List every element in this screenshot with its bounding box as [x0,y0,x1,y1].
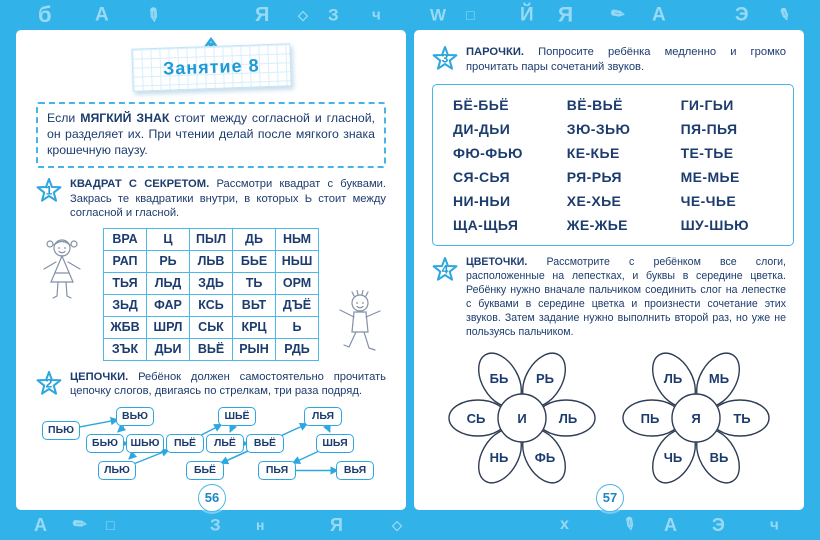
task3-number: 3 [441,51,449,66]
pair-item: БЁ-БЬЁ [453,97,509,114]
chain-syllable: ПЬЯ [258,461,296,480]
task2-number: 2 [45,376,53,391]
girl-illustration [38,236,86,308]
grid-cell: ШРЛ [147,316,190,338]
lesson-banner-wrap [36,46,386,89]
grid-cell: Ц [147,228,190,250]
decor-letter: □ [466,7,475,23]
grid-cell: КСЬ [190,294,233,316]
task1-text: КВАДРАТ С СЕКРЕТОМ. Рассмотри квадрат с буквами. Закрась те квадратики внутри, в которых Ь стоит между согласной и гласной. [70,177,387,220]
rule-text-pre: Если [47,111,76,125]
flower1-center: И [516,410,527,426]
chain-syllable: ВЬЮ [116,407,154,426]
grid-cell: ДЬ [233,228,276,250]
grid-cell: ОРМ [276,272,319,294]
decor-letter: Я [330,515,343,535]
decor-letter: ✎ [141,3,165,27]
grid-cell: БЬЕ [233,250,276,272]
pair-item: КЕ-КЬЕ [566,145,620,162]
pair-item: ФЮ-ФЬЮ [453,145,523,162]
decor-letter: ✎ [608,3,629,26]
decor-letter: А [652,4,666,26]
boy-illustration [334,290,386,366]
grid-row [104,338,319,360]
decor-letter: Э [735,4,749,26]
pair-item: НИ-НЬИ [453,193,511,210]
chain-syllable: ШЬЮ [126,434,164,453]
chain-syllable: ПЬЮ [42,421,80,440]
grid-cell: ДЬИ [147,338,190,360]
flower1-petal: РЬ [535,370,554,386]
grid-cell: ФАР [147,294,190,316]
task3-star-icon [432,45,458,72]
pair-item: РЯ-РЬЯ [566,169,622,186]
pair-item: ДИ-ДЬИ [453,121,511,138]
grid-cell: РАП [104,250,147,272]
decor-letter: ✎ [618,513,640,536]
grid-row [104,316,319,338]
flower2-petal: ЧЬ [664,449,683,465]
grid-row [104,228,319,250]
grid-cell: Ь [276,316,319,338]
chain-syllable: ЛЬЯ [304,407,342,426]
pair-item: ШУ-ШЬЮ [680,217,750,234]
chain-syllable: ВЬЯ [336,461,374,480]
grid-cell: ДЪЁ [276,294,319,316]
page-left [16,30,406,510]
grid-cell: РДЬ [276,338,319,360]
task4 [432,256,786,340]
pair-item: ХЕ-ХЬЕ [566,193,622,210]
page-number-right: 57 [596,484,624,512]
task2 [36,370,386,399]
task2-text: ЦЕПОЧКИ. Ребёнок должен самостоятельно прочитать цепочку слогов, двигаясь по стрелкам, три раза подряд. [70,370,387,398]
task2-title: ЦЕПОЧКИ. [70,370,129,383]
task4-number: 4 [441,262,449,277]
flower2-petal: ТЬ [733,410,751,426]
pair-item: ПЯ-ПЬЯ [680,121,738,138]
flower1-petal: НЬ [489,449,509,465]
grid-cell: НЬМ [276,228,319,250]
lesson-banner [131,43,291,92]
decor-letter: ч [770,516,779,534]
chain-syllable: ЛЬЮ [98,461,136,480]
decor-strip-top [0,0,820,30]
task1-star-icon [36,177,62,204]
grid-cell: ЖБВ [104,316,147,338]
pair-item: ЧЕ-ЧЬЕ [680,193,737,210]
sound-pairs-box [432,84,794,246]
grid-cell: ЗЬД [104,294,147,316]
flower2-petal: ПЬ [640,410,660,426]
pair-item: ЗЮ-ЗЬЮ [566,121,631,138]
chain-syllable: БЬЮ [86,434,124,453]
task1 [36,177,386,221]
rule-text-post: стоит между согласной и гласной, он разделяет их. При чтении делай после мягкого знака крошечную паузу. [47,111,375,157]
grid-row [104,250,319,272]
decor-letter: ✎ [69,513,91,536]
task1-title: КВАДРАТ С СЕКРЕТОМ. [70,177,210,190]
grid-cell: ВЬТ [233,294,276,316]
grid-row [104,294,319,316]
lesson-title: Занятие 8 [162,55,260,79]
decor-letter: х [560,516,569,533]
flower2-petal: ВЬ [709,449,729,465]
chain-syllable: ШЬЯ [316,434,354,453]
pair-item: ЩА-ЩЬЯ [453,217,519,234]
decor-letter: Й [520,4,534,26]
grid-cell: ПЫЛ [190,228,233,250]
rule-text-emphasis: МЯГКИЙ ЗНАК [80,111,170,125]
page-number-left: 56 [198,484,226,512]
flower2-petal: ЛЬ [664,370,683,386]
flower1-petal: ФЬ [534,449,555,465]
grid-cell: ВЬЁ [190,338,233,360]
decor-letter: W [430,5,447,25]
chain-syllable: БЬЁ [186,461,224,480]
letter-grid-zone [36,228,386,361]
decor-letter: □ [106,517,115,533]
flower2-center: Я [691,410,701,426]
decor-letter: н [256,517,265,533]
decor-letter: Э [712,515,725,535]
pair-item: ВЁ-ВЬЁ [566,97,623,114]
decor-letter: ◇ [298,7,308,23]
decor-letter: А [664,515,677,535]
task2-star-icon [36,370,62,397]
decor-letter: ✎ [774,4,794,26]
task4-title: ЦВЕТОЧКИ. [466,256,528,269]
flowers-zone [432,342,786,492]
task4-text: ЦВЕТОЧКИ. Рассмотрите с ребёнком все слоги, расположенные на лепестках, и буквы в середине цветка. Ребёнку нужно вначале пальчиком соединить слог на лепестке с буквами в середине цветка и произнести сочетание этих звуков. Затем задание нужно выполнить второй раз, но уже не пользуясь пальчиком. [466,256,786,338]
decor-letter: А [95,4,109,26]
grid-cell: ЗЪК [104,338,147,360]
grid-cell: КРЦ [233,316,276,338]
grid-row [104,272,319,294]
decor-letter: Я [255,4,270,26]
letter-grid [103,228,319,361]
chain-syllable: ЛЬЁ [206,434,244,453]
page-right [414,30,804,510]
grid-cell: ЗДЬ [190,272,233,294]
flower2-petal: МЬ [709,370,730,386]
decor-letter: б [38,2,52,27]
task1-number: 1 [45,183,53,198]
chain-syllable: ШЬЁ [218,407,256,426]
syllable-chain [40,407,384,485]
flower1-petal: СЬ [466,410,486,426]
task3-title: ПАРОЧКИ. [466,46,524,58]
flower1-petal: ЛЬ [558,410,577,426]
flower-2 [611,342,781,492]
decor-letter: ◇ [392,517,402,533]
decor-letter: А [34,515,47,535]
pair-item: ЖЕ-ЖЬЕ [566,217,628,234]
grid-cell: СЬК [190,316,233,338]
decor-letter: З [210,515,221,535]
grid-cell: РЬ [147,250,190,272]
grid-cell: ТЬ [233,272,276,294]
grid-cell: ЛЬВ [190,250,233,272]
flower-1 [437,342,607,492]
grid-cell: ТЬЯ [104,272,147,294]
pair-item: МЕ-МЬЕ [680,169,740,186]
task3 [432,45,786,74]
chain-syllable: ПЬЁ [166,434,204,453]
grid-cell: НЬШ [276,250,319,272]
grid-cell: РЫН [233,338,276,360]
decor-letter: З [328,5,339,25]
flower1-petal: БЬ [489,370,508,386]
pair-item: СЯ-СЬЯ [453,169,510,186]
chain-syllable: ВЬЁ [246,434,284,453]
task3-text: ПАРОЧКИ. Попросите ребёнка медленно и громко прочитать пары сочетаний звуков. [466,46,786,73]
decor-strip-bottom [0,510,820,540]
pair-item: ГИ-ГЬИ [680,97,734,114]
grid-cell: ВРА [104,228,147,250]
decor-letter: ч [372,6,381,24]
decor-letter: Я [558,3,574,27]
pair-item: ТЕ-ТЬЕ [680,145,734,162]
task4-star-icon [432,256,458,283]
rule-box [36,102,386,168]
grid-cell: ЛЬД [147,272,190,294]
